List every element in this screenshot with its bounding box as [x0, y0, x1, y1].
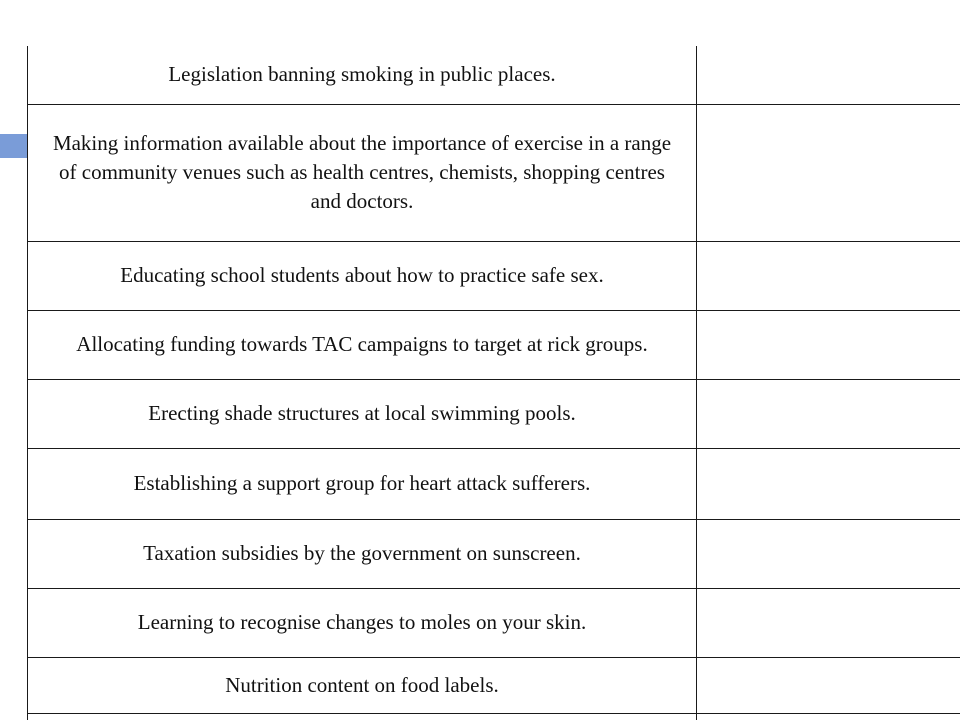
statement-cell: Taxation subsidies by the government on sunscreen.	[28, 519, 697, 588]
statement-cell: Learning to recognise changes to moles on your skin.	[28, 588, 697, 657]
table-row	[28, 713, 960, 720]
table-row	[28, 379, 960, 448]
statement-cell: Making information available about the importance of exercise in a range of community venues such as health centres, chemists, shopping centres and doctors.	[28, 104, 697, 241]
answer-cell	[697, 46, 960, 104]
table-row	[28, 588, 960, 657]
answer-cell	[697, 104, 960, 241]
answer-cell	[697, 448, 960, 519]
answer-cell	[697, 657, 960, 713]
slide-accent-tab	[0, 134, 27, 158]
statement-cell: Allocating funding towards TAC campaigns to target at rick groups.	[28, 310, 697, 379]
table-row	[28, 657, 960, 713]
answer-cell	[697, 588, 960, 657]
health-strategies-table	[27, 46, 960, 720]
answer-cell	[697, 379, 960, 448]
answer-cell	[697, 310, 960, 379]
answer-cell	[697, 241, 960, 310]
statement-cell: Educating school students about how to practice safe sex.	[28, 241, 697, 310]
table-row	[28, 104, 960, 241]
statement-cell: Erecting shade structures at local swimming pools.	[28, 379, 697, 448]
answer-cell	[697, 713, 960, 720]
table-row	[28, 519, 960, 588]
table-row	[28, 310, 960, 379]
table-row	[28, 46, 960, 104]
statement-cell: Establishing a support group for heart attack sufferers.	[28, 448, 697, 519]
statement-cell: Legislation banning smoking in public places.	[28, 46, 697, 104]
table-row	[28, 448, 960, 519]
statement-cell	[28, 713, 697, 720]
answer-cell	[697, 519, 960, 588]
table-row	[28, 241, 960, 310]
statement-cell: Nutrition content on food labels.	[28, 657, 697, 713]
